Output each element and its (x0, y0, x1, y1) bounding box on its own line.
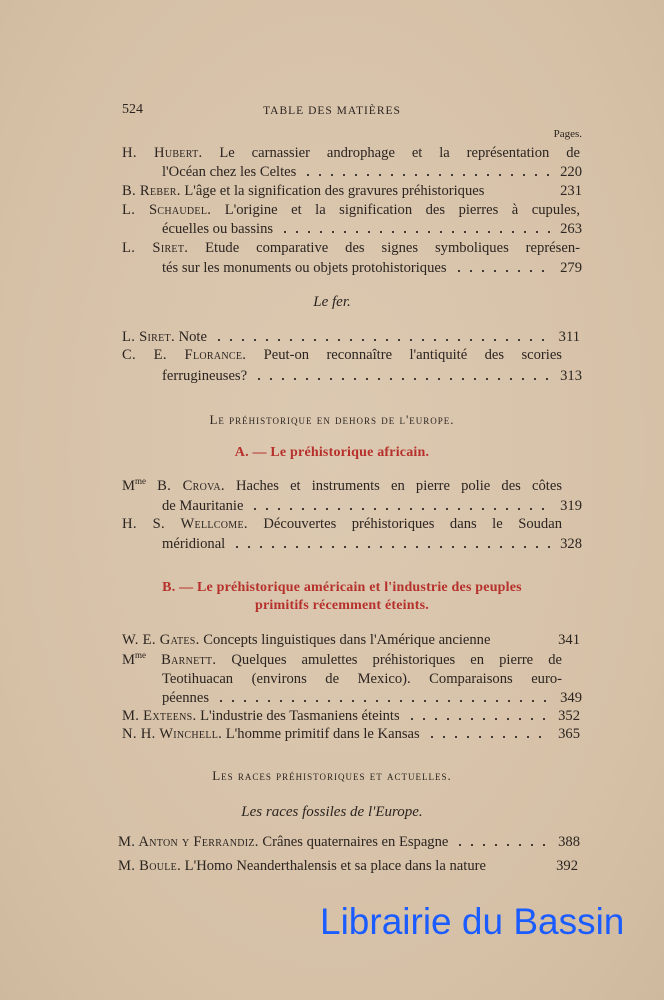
toc-entry-reber (122, 182, 582, 200)
author: L. Siret. (122, 240, 189, 256)
author: H. S. Wellcome. (122, 516, 248, 532)
entry-title: L'origine et la signification des pierres à cupules, (224, 202, 580, 218)
page-ref: 349 (560, 690, 582, 706)
pages-label: Pages. (553, 128, 582, 140)
toc-entry-siret (122, 239, 580, 257)
entry-title: méridional (162, 536, 226, 552)
dot-leader (231, 545, 552, 549)
page-ref: 220 (560, 164, 582, 180)
spacer (492, 867, 548, 871)
toc-entry-florance-cont (162, 367, 582, 385)
dot-leader (253, 377, 552, 381)
title-prefix: M (122, 652, 135, 668)
author: H. Hubert. (122, 145, 203, 161)
page-ref: 352 (558, 708, 580, 724)
toc-entry-siret-cont (162, 259, 582, 277)
toc-entry-hubert-cont (162, 163, 582, 181)
heading-hors-europe: Le préhistorique en dehors de l'europe. (209, 412, 455, 427)
page-ref: 388 (558, 834, 580, 850)
toc-entry-barnett-cont (162, 670, 562, 688)
entry-title: L'âge et la signification des gravures préhistoriques (184, 183, 485, 199)
entry-title: Etude comparative des signes symboliques représen- (205, 240, 580, 256)
toc-entry-florance (122, 346, 562, 364)
entry-title: Note (178, 329, 207, 345)
spacer (490, 192, 552, 196)
title-prefix-sup: me (134, 476, 146, 487)
toc-entry-schaudel-cont (162, 220, 582, 238)
author: L. Siret. (122, 329, 175, 345)
page-ref: 365 (558, 726, 580, 742)
author: M. Boule. (118, 858, 182, 874)
entry-title: Découvertes préhistoriques dans le Soudan (263, 516, 562, 532)
heading-africain: A. — Le préhistorique africain. (234, 445, 430, 460)
author: N. H. Winchell. (122, 726, 223, 742)
toc-entry-winchell (122, 725, 580, 743)
dot-leader (454, 843, 550, 847)
toc-entry-exteens (122, 707, 580, 725)
page-number: 524 (122, 102, 143, 117)
dot-leader (249, 507, 552, 511)
author: M. Exteens. (122, 708, 197, 724)
toc-entry-wellcome-cont (162, 535, 582, 553)
author: C. E. Florance. (122, 347, 247, 363)
page-ref: 319 (560, 498, 582, 514)
heading-americain-2: primitifs récemment éteints. (255, 598, 429, 613)
entry-title: Haches et instruments en pierre polie des côtes (235, 478, 562, 494)
entry-title: L'Homo Neanderthalensis et sa place dans la nature (184, 858, 486, 874)
heading-americain-1: B. — Le préhistorique américain et l'industrie des peuples (162, 580, 522, 595)
toc-entry-boule (118, 857, 578, 875)
author: L. Schaudel. (122, 202, 212, 218)
toc-entry-anton (118, 833, 580, 851)
dot-leader (406, 717, 550, 721)
author: M. Anton y Ferrandiz. (118, 834, 259, 850)
dot-leader (453, 269, 552, 273)
page-ref: 231 (560, 183, 582, 199)
page-ref: 263 (560, 221, 582, 237)
page-ref: 392 (556, 858, 578, 874)
running-title: TABLE DES MATIÈRES (263, 105, 401, 117)
entry-title: péennes (162, 690, 210, 706)
heading-races-fossiles: Les races fossiles de l'Europe. (241, 804, 423, 820)
toc-entry-barnett-cont2 (162, 689, 582, 707)
entry-title: Teotihuacan (environs de Mexico). Comparaisons euro- (162, 671, 562, 687)
author: B. Crova. (157, 478, 225, 494)
entry-title: Crânes quaternaires en Espagne (262, 834, 449, 850)
author: B. Reber. (122, 183, 181, 199)
author: W. E. Gates. (122, 632, 200, 648)
toc-entry-barnett (122, 651, 562, 669)
entry-title: L'homme primitif dans le Kansas (225, 726, 420, 742)
dot-leader (215, 699, 552, 703)
entry-title: L'industrie des Tasmaniens éteints (200, 708, 400, 724)
title-prefix-sup: me (134, 650, 146, 661)
entry-title: ferrugineuses? (162, 368, 248, 384)
page-ref: 341 (558, 632, 580, 648)
entry-title: l'Océan chez les Celtes (162, 164, 297, 180)
toc-entry-crova (122, 477, 562, 495)
toc-entry-siret-note (122, 328, 580, 346)
section-le-fer: Le fer. (313, 294, 351, 310)
dot-leader (213, 338, 550, 342)
entry-title: de Mauritanie (162, 498, 244, 514)
entry-title: Peut-on reconnaître l'antiquité des scories (263, 347, 562, 363)
page-ref: 328 (560, 536, 582, 552)
entry-title: tés sur les monuments ou objets protohistoriques (162, 260, 447, 276)
author: Barnett. (161, 652, 217, 668)
watermark: Librairie du Bassin (320, 901, 625, 942)
toc-entry-schaudel (122, 201, 580, 219)
dot-leader (302, 173, 552, 177)
toc-entry-hubert (122, 144, 580, 162)
dot-leader (279, 230, 552, 234)
toc-entry-gates (122, 631, 580, 649)
spacer (496, 641, 550, 645)
page-ref: 279 (560, 260, 582, 276)
page-ref: 313 (560, 368, 582, 384)
entry-title: écuelles ou bassins (162, 221, 274, 237)
toc-entry-wellcome (122, 515, 562, 533)
entry-title: Le carnassier androphage et la représentation de (219, 145, 580, 161)
dot-leader (426, 735, 550, 739)
page-ref: 311 (558, 329, 580, 345)
toc-entry-crova-cont (162, 497, 582, 515)
entry-title: Quelques amulettes préhistoriques en pierre de (231, 652, 563, 668)
title-prefix: M (122, 478, 135, 494)
entry-title: Concepts linguistiques dans l'Amérique ancienne (203, 632, 491, 648)
heading-races: Les races préhistoriques et actuelles. (212, 768, 452, 783)
